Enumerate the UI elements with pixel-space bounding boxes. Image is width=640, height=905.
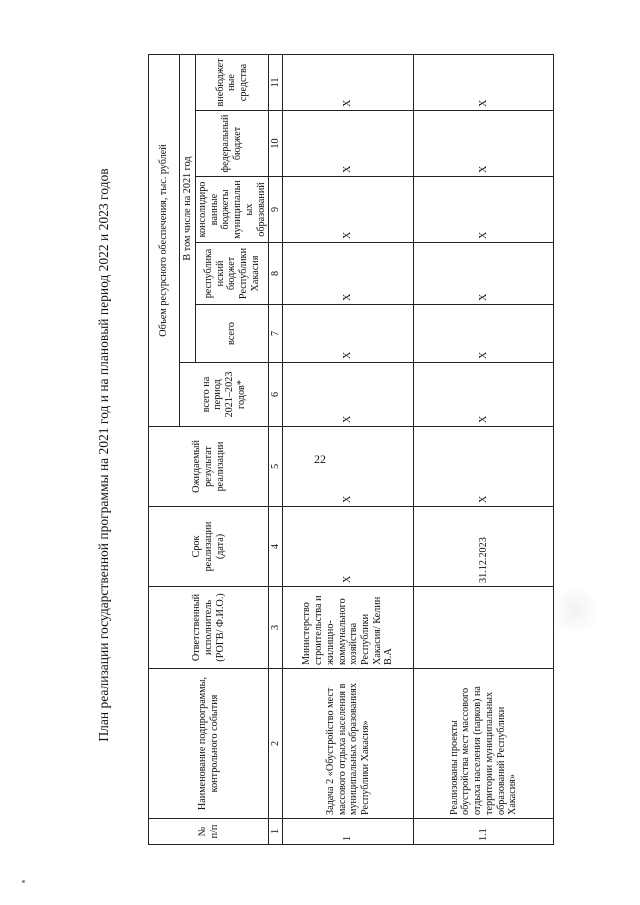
row-deadline: 31.12.2023 bbox=[414, 507, 554, 587]
header-extra: внебюджетные средства bbox=[196, 54, 269, 110]
column-number: 7 bbox=[269, 305, 283, 363]
column-number: 5 bbox=[269, 427, 283, 507]
row-name: Задача 2 «Обустройство мест массового отдыха населения в муниципальных образованиях Республики Хакасия» bbox=[283, 669, 414, 819]
header-municipal: консолидированные бюджеты муниципальных образований bbox=[196, 177, 269, 243]
row-total-period: Х bbox=[283, 363, 414, 427]
row-extra: Х bbox=[283, 54, 414, 110]
row-num: 1.1 bbox=[414, 819, 554, 845]
column-number: 1 bbox=[269, 819, 283, 845]
column-number: 6 bbox=[269, 363, 283, 427]
row-result: Х bbox=[414, 427, 554, 507]
header-subgroup-2021: В том числе на 2021 год bbox=[180, 54, 196, 362]
row-republic: Х bbox=[283, 243, 414, 305]
scan-artifact bbox=[548, 586, 602, 634]
row-federal: Х bbox=[414, 111, 554, 177]
header-name: Наименование подпрограммы, контрольного события bbox=[149, 669, 269, 819]
header-resource-group: Объем ресурсного обеспечения, тыс. рублей bbox=[149, 54, 180, 426]
page-number: 22 bbox=[314, 452, 326, 466]
row-municipal: Х bbox=[283, 177, 414, 243]
row-deadline: Х bbox=[283, 507, 414, 587]
row-executor: Министерство строительства и жилищно-коммунального хозяйства Республики Хакасия/ Келин В.А bbox=[283, 587, 414, 669]
row-federal: Х bbox=[283, 111, 414, 177]
plan-table-container bbox=[148, 55, 618, 845]
column-number: 11 bbox=[269, 54, 283, 110]
row-num: 1 bbox=[283, 819, 414, 845]
column-number: 2 bbox=[269, 669, 283, 819]
header-deadline: Срок реализации (дата) bbox=[149, 507, 269, 587]
table-row bbox=[414, 54, 554, 844]
column-number: 10 bbox=[269, 111, 283, 177]
row-municipal: Х bbox=[414, 177, 554, 243]
column-number-row bbox=[269, 54, 283, 844]
column-number: 8 bbox=[269, 243, 283, 305]
row-extra: Х bbox=[414, 54, 554, 110]
row-executor bbox=[414, 587, 554, 669]
header-executor: Ответственный исполнитель (РОГВ/ Ф.И.О.) bbox=[149, 587, 269, 669]
row-total: Х bbox=[283, 305, 414, 363]
header-num: № п/п bbox=[149, 819, 269, 845]
row-total-period: Х bbox=[414, 363, 554, 427]
plan-table bbox=[148, 54, 554, 845]
row-republic: Х bbox=[414, 243, 554, 305]
table-row bbox=[283, 54, 414, 844]
header-row bbox=[149, 54, 180, 844]
column-number: 3 bbox=[269, 587, 283, 669]
header-federal: федеральный бюджет bbox=[196, 111, 269, 177]
row-name: Реализованы проекты обустройства мест массового отдыха населения (парков) на территории муниципальных образований Республики Хакасия» bbox=[414, 669, 554, 819]
column-number: 4 bbox=[269, 507, 283, 587]
header-total-period: всего на период 2021–2023 годов* bbox=[180, 363, 269, 427]
header-result: Ожидаемый результат реализации bbox=[149, 427, 269, 507]
row-result: Х bbox=[283, 427, 414, 507]
header-republic: республиканский бюджет Республики Хакасия bbox=[196, 243, 269, 305]
column-number: 9 bbox=[269, 177, 283, 243]
header-total: всего bbox=[196, 305, 269, 363]
row-total: Х bbox=[414, 305, 554, 363]
document-title: План реализации государственной программы на 2021 год и на плановый период 2022 и 2023 годов bbox=[96, 168, 111, 742]
scan-speck bbox=[22, 880, 25, 883]
